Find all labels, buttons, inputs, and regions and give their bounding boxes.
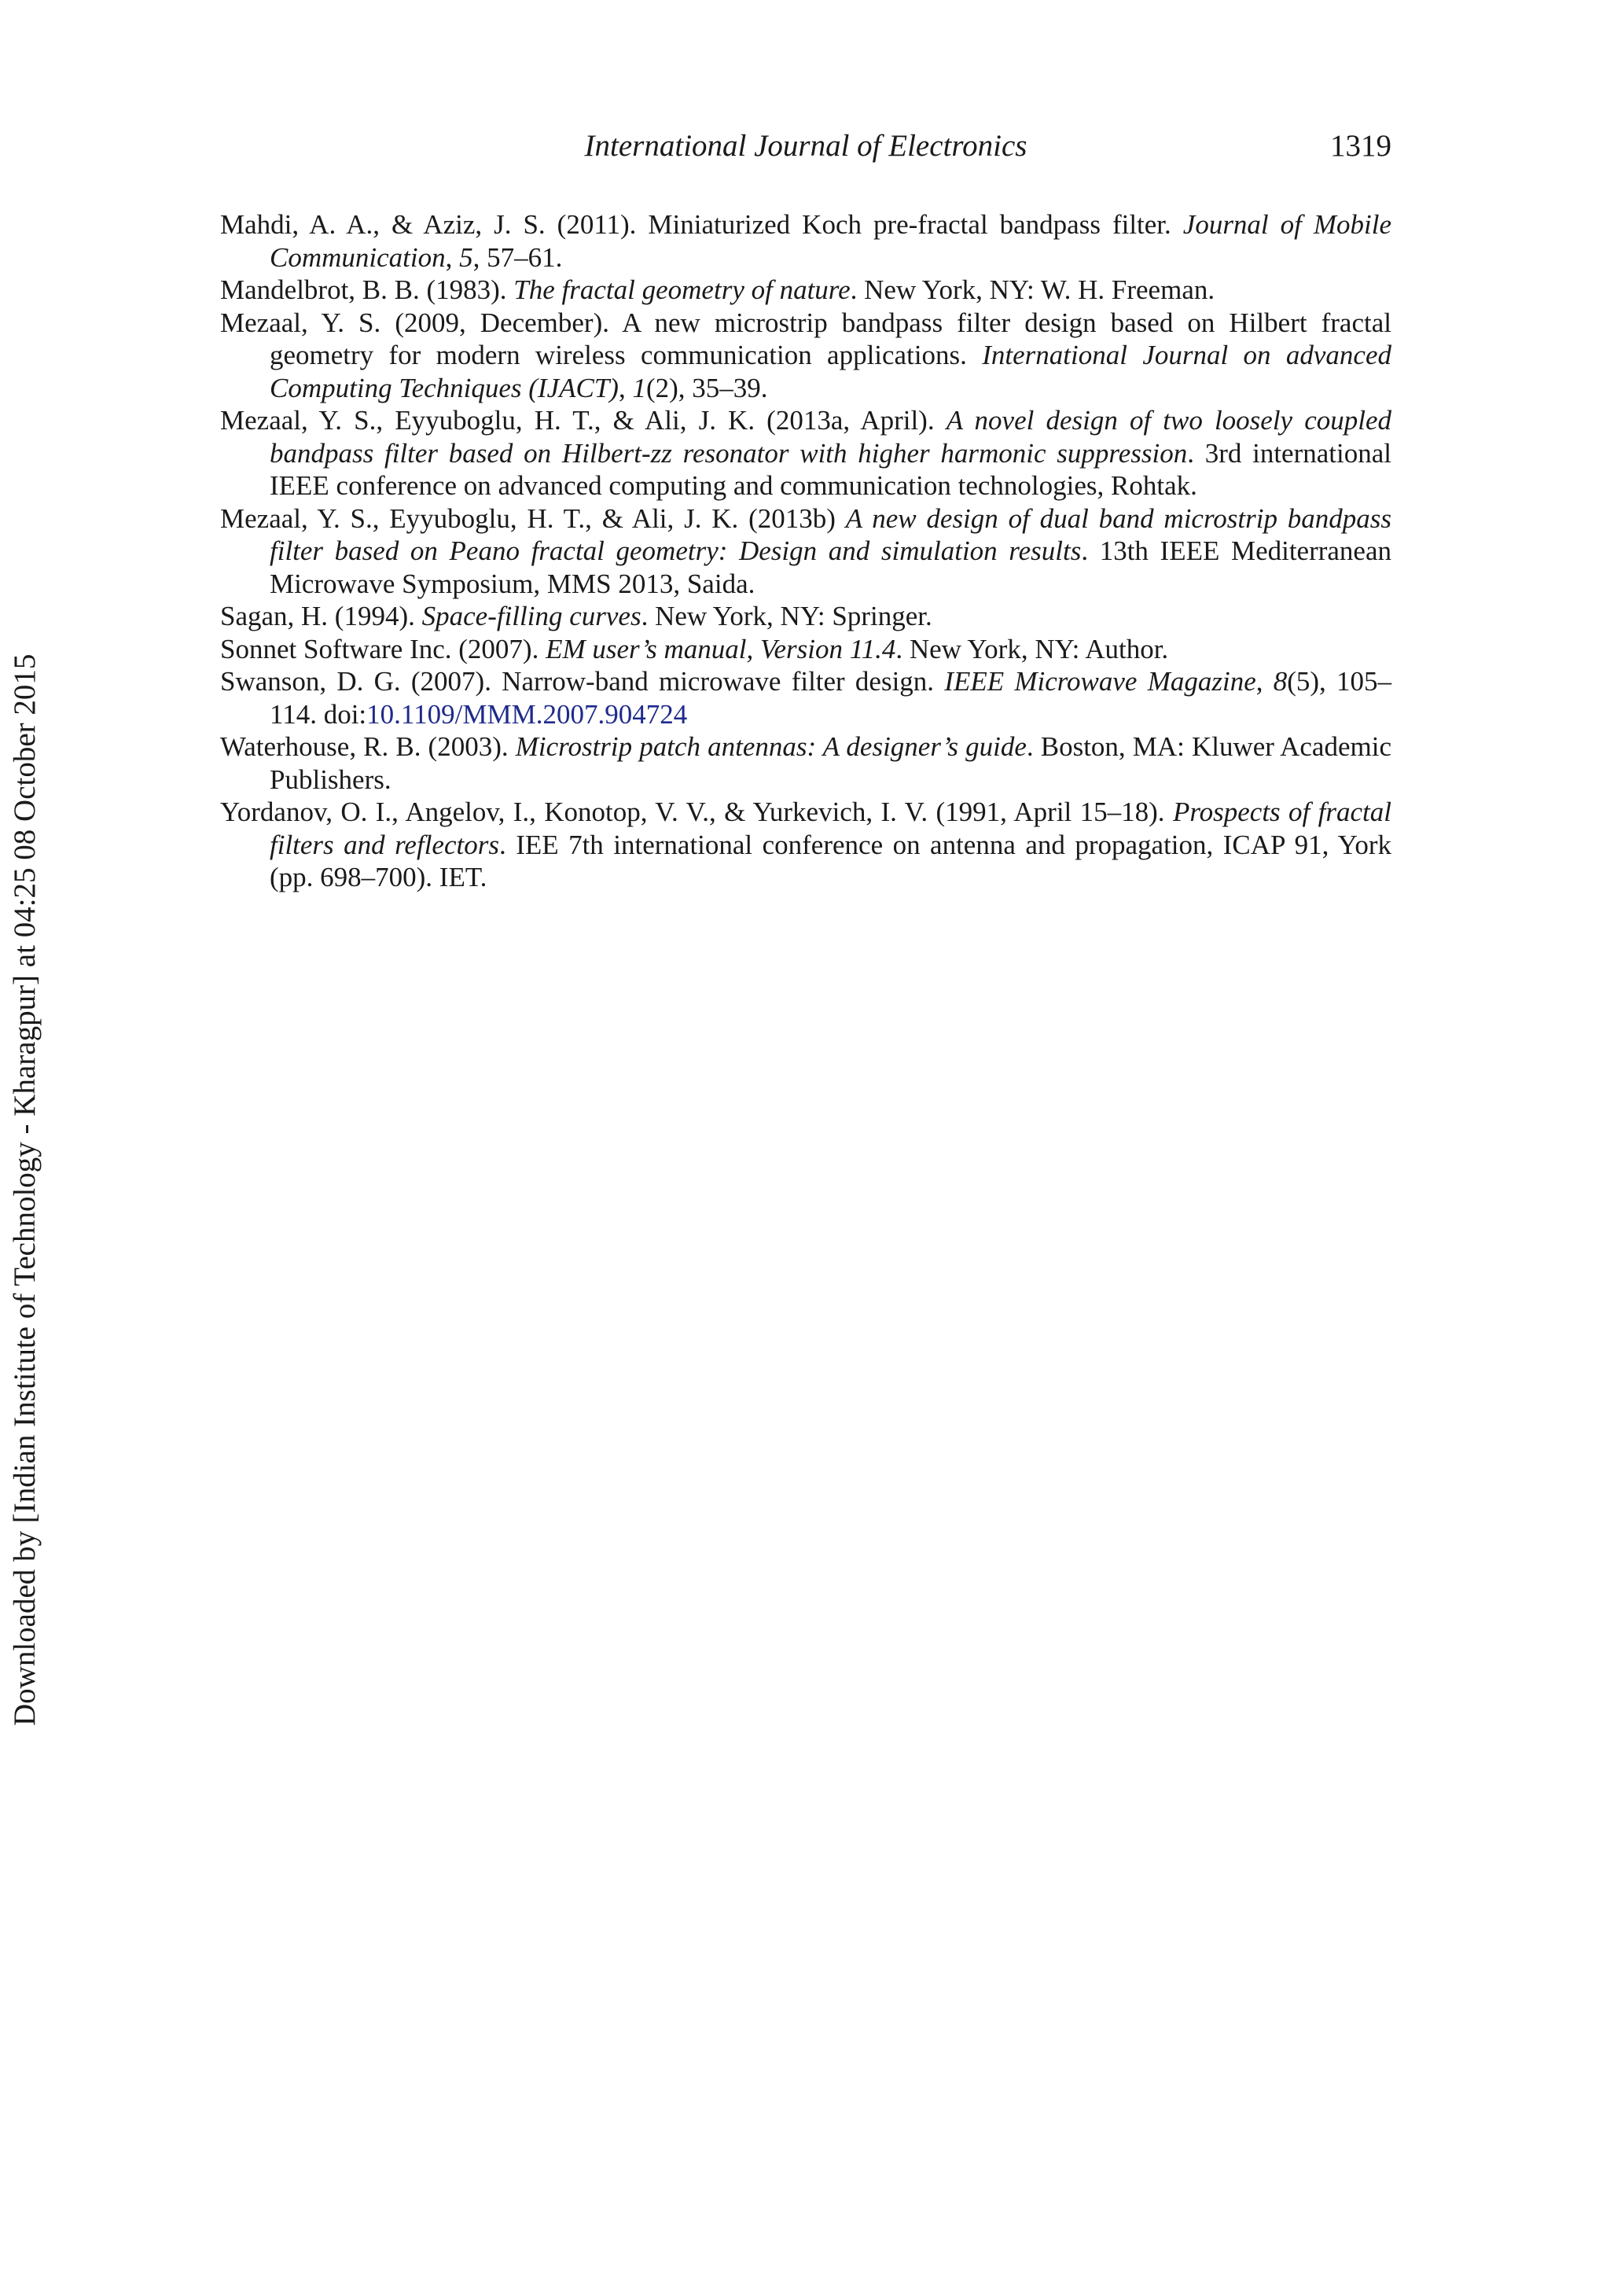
reference-italic-text: 8 [1273,666,1288,697]
reference-text: (2), 35–39. [645,372,768,403]
reference-text: Mandelbrot, B. B. (1983). [220,274,514,305]
reference-text: Mezaal, Y. S., Eyyuboglu, H. T., & Ali, J. K. (2013a, April). [220,405,947,436]
reference-italic-text: Space-filling curves [421,601,641,631]
reference-text: . 3rd international IEEE conference on advanced computing and communication technologies, Rohtak. [270,437,1391,501]
reference-italic-text: Journal of Mobile Communication [270,209,1391,273]
reference-text: , [1255,666,1274,697]
reference-italic-text: 1 [632,372,646,403]
doi-link[interactable]: 10.1109/MMM.2007.904724 [366,698,688,730]
journal-title: International Journal of Electronics [584,129,1027,163]
reference-text: . New York, NY: W. H. Freeman. [850,274,1215,305]
reference-entry [220,208,1391,274]
reference-text: Swanson, D. G. (2007). Narrow-band microwave filter design. [220,666,945,697]
reference-italic-text: The fractal geometry of nature [513,274,851,305]
reference-text: Mahdi, A. A., & Aziz, J. S. (2011). Miniaturized Koch pre-fractal bandpass filter. [220,209,1183,240]
reference-italic-text: International Journal on advanced Computing Techniques (IJACT) [270,340,1391,403]
reference-text: , [445,241,460,273]
reference-entry [220,665,1391,730]
reference-text: . New York, NY: Author. [895,633,1169,664]
reference-text: Sagan, H. (1994). [220,601,422,631]
reference-text: . New York, NY: Springer. [641,601,932,631]
reference-italic-text: Prospects of fractal filters and reflectors [270,797,1391,860]
reference-text: , 57–61. [472,241,563,273]
reference-text: . 13th IEEE Mediterranean Microwave Symposium, MMS 2013, Saida. [270,535,1392,599]
reference-entry [220,274,1391,307]
reference-text: Mezaal, Y. S. (2009, December). A new microstrip bandpass filter design based on Hilbert fractal geometry for modern wireless communication applications. [220,307,1391,370]
reference-italic-text: EM user’s manual, Version 11.4 [546,633,896,664]
reference-text: , [618,372,633,403]
reference-italic-text: 5 [459,241,473,273]
reference-entry [220,730,1391,796]
reference-text: Waterhouse, R. B. (2003). [220,731,516,762]
reference-text: (5), 105–114. doi: [270,666,1392,730]
download-notice: Downloaded by [Indian Institute of Technology - Kharagpur] at 04:25 08 October 2015 [8,653,42,1726]
reference-italic-text: Microstrip patch antennas: A designer’s guide [515,731,1027,762]
page-number: 1319 [1330,129,1391,163]
reference-italic-text: A new design of dual band microstrip bandpass filter based on Peano fractal geometry: Design and simulation results [270,502,1392,566]
reference-entry [220,307,1391,405]
reference-entry [220,600,1391,633]
reference-text: Sonnet Software Inc. (2007). [220,633,546,664]
reference-text: . Boston, MA: Kluwer Academic Publishers. [270,731,1391,795]
reference-italic-text: IEEE Microwave Magazine [944,666,1256,697]
reference-list [220,208,1391,894]
reference-entry [220,502,1391,601]
reference-text: . IEE 7th international conference on antenna and propagation, ICAP 91, York (pp. 698–700). IET. [270,829,1392,892]
reference-text: Yordanov, O. I., Angelov, I., Konotop, V. V., & Yurkevich, I. V. (1991, April 15–18). [220,797,1173,827]
reference-text: Mezaal, Y. S., Eyyuboglu, H. T., & Ali, J. K. (2013b) [220,502,846,534]
running-header [220,124,1391,168]
reference-entry [220,404,1391,502]
reference-entry [220,633,1391,666]
reference-italic-text: A novel design of two loosely coupled bandpass filter based on Hilbert-zz resonator with higher harmonic suppression [270,405,1391,469]
reference-entry [220,796,1391,894]
